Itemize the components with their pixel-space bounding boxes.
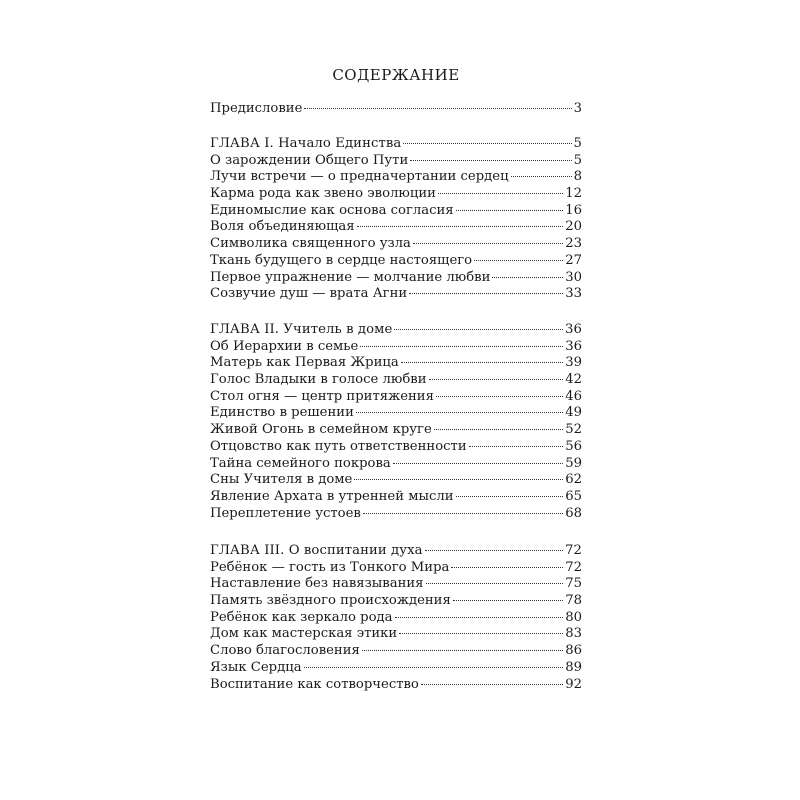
toc-entry-page: 42 xyxy=(565,372,582,388)
toc-entry-label: Единомыслие как основа согласия xyxy=(210,202,454,218)
toc-entry[interactable] xyxy=(210,660,582,677)
toc-entry-page: 68 xyxy=(565,505,582,521)
dot-leader xyxy=(511,176,572,177)
toc-entry-page: 62 xyxy=(565,472,582,488)
toc-entry[interactable] xyxy=(210,339,582,356)
toc-entry-page: 80 xyxy=(565,609,582,625)
dot-leader xyxy=(469,446,564,447)
dot-leader xyxy=(399,633,563,634)
toc-entry-page: 8 xyxy=(573,169,582,185)
toc-entry-page: 49 xyxy=(565,405,582,421)
toc-entry-label: Язык Сердца xyxy=(210,659,302,675)
dot-leader xyxy=(426,583,564,584)
toc-entry[interactable] xyxy=(210,236,582,253)
toc-entry[interactable] xyxy=(210,253,582,270)
chapter-heading-label: ГЛАВА I. Начало Единства xyxy=(210,136,402,151)
dot-leader xyxy=(393,463,563,464)
toc-entry[interactable] xyxy=(210,169,582,186)
toc-entry-page: 3 xyxy=(573,101,582,116)
toc-entry[interactable] xyxy=(210,677,582,694)
chapter-2-section xyxy=(210,322,582,522)
toc-entry-label: Ребёнок — гость из Тонкого Мира xyxy=(210,559,450,575)
toc-entry-page: 75 xyxy=(565,576,582,592)
toc-entry[interactable] xyxy=(210,355,582,372)
toc-entry-label: Воля объединяющая xyxy=(210,219,355,235)
toc-entry[interactable] xyxy=(210,593,582,610)
toc-entry[interactable] xyxy=(210,153,582,170)
dot-leader xyxy=(453,600,563,601)
toc-entry[interactable] xyxy=(210,439,582,456)
toc-entry-label: Ткань будущего в сердце настоящего xyxy=(210,252,473,268)
toc-entry-page: 5 xyxy=(573,152,582,168)
toc-entry-label: Отцовство как путь ответственности xyxy=(210,438,467,454)
chapter-heading-label: ГЛАВА III. О воспитании духа xyxy=(210,543,423,558)
toc-entry[interactable] xyxy=(210,203,582,220)
toc-entry[interactable] xyxy=(210,472,582,489)
toc-entry[interactable] xyxy=(210,286,582,303)
toc-entry-label: Живой Огонь в семейном круге xyxy=(210,422,432,438)
toc-entry-label: Голос Владыки в голосе любви xyxy=(210,372,427,388)
toc-entry-label: Единство в решении xyxy=(210,405,354,421)
toc-entry-label: Об Иерархии в семье xyxy=(210,338,359,354)
toc-entry-label: Слово благословения xyxy=(210,643,360,659)
chapter-1-heading[interactable] xyxy=(210,136,582,153)
dot-leader xyxy=(363,513,563,514)
dot-leader xyxy=(304,667,564,668)
toc-entry-label: Карма рода как звено эволюции xyxy=(210,186,436,202)
toc-entry-label: Созвучие душ — врата Агни xyxy=(210,286,408,302)
toc-entry-label: Память звёздного происхождения xyxy=(210,593,451,609)
chapter-heading-page: 72 xyxy=(565,543,582,558)
toc-entry-page: 16 xyxy=(565,202,582,218)
dot-leader xyxy=(456,496,564,497)
dot-leader xyxy=(438,193,563,194)
toc-entry-label: Лучи встречи — о предначертании сердец xyxy=(210,169,509,185)
chapter-3-section xyxy=(210,543,582,693)
dot-leader xyxy=(492,277,563,278)
toc-entry-page: 36 xyxy=(565,338,582,354)
page-title: СОДЕРЖАНИЕ xyxy=(332,66,460,84)
dot-leader xyxy=(360,346,563,347)
toc-entry[interactable] xyxy=(210,643,582,660)
chapter-heading-page: 5 xyxy=(573,136,582,151)
toc-entry-label: Переплетение устоев xyxy=(210,505,361,521)
toc-entry[interactable] xyxy=(210,389,582,406)
dot-leader xyxy=(394,329,563,330)
dot-leader xyxy=(413,243,563,244)
toc-entry-page: 65 xyxy=(565,488,582,504)
toc-entry[interactable] xyxy=(210,422,582,439)
toc-entry-page: 86 xyxy=(565,643,582,659)
toc-entry-page: 59 xyxy=(565,455,582,471)
chapter-2-heading[interactable] xyxy=(210,322,582,339)
toc-entry-page: 20 xyxy=(565,219,582,235)
toc-entry-page: 46 xyxy=(565,388,582,404)
toc-entry-page: 12 xyxy=(565,186,582,202)
toc-entry[interactable] xyxy=(210,610,582,627)
preface-section xyxy=(210,101,582,118)
dot-leader xyxy=(395,617,564,618)
dot-leader xyxy=(357,226,564,227)
toc-entry-label: Тайна семейного покрова xyxy=(210,455,391,471)
toc-entry[interactable] xyxy=(210,506,582,523)
chapter-heading-label: ГЛАВА II. Учитель в доме xyxy=(210,322,393,337)
toc-entry-page: 23 xyxy=(565,236,582,252)
toc-entry[interactable] xyxy=(210,372,582,389)
dot-leader xyxy=(429,379,564,380)
dot-leader xyxy=(451,567,563,568)
toc-entry[interactable] xyxy=(210,219,582,236)
toc-entry-page: 39 xyxy=(565,355,582,371)
dot-leader xyxy=(436,396,563,397)
dot-leader xyxy=(474,260,563,261)
toc-entry-page: 52 xyxy=(565,422,582,438)
toc-entry-page: 33 xyxy=(565,286,582,302)
toc-entry-label: Символика священного узла xyxy=(210,236,411,252)
toc-entry-label: Воспитание как сотворчество xyxy=(210,676,419,692)
toc-entry-label: Стол огня — центр притяжения xyxy=(210,388,434,404)
toc-entry-page: 89 xyxy=(565,659,582,675)
dot-leader xyxy=(401,362,563,363)
toc-entry[interactable] xyxy=(210,626,582,643)
toc-entry-label: Ребёнок как зеркало рода xyxy=(210,609,393,625)
toc-entry[interactable] xyxy=(210,456,582,473)
chapter-1-section xyxy=(210,136,582,303)
toc-entry-page: 27 xyxy=(565,252,582,268)
chapter-3-heading[interactable] xyxy=(210,543,582,560)
toc-entry[interactable] xyxy=(210,576,582,593)
dot-leader xyxy=(421,684,563,685)
toc-entry-label: Наставление без навязывания xyxy=(210,576,424,592)
toc-entry[interactable] xyxy=(210,489,582,506)
dot-leader xyxy=(409,293,563,294)
toc-entry-page: 78 xyxy=(565,593,582,609)
chapter-heading-page: 36 xyxy=(565,322,582,337)
toc-entry-preface[interactable] xyxy=(210,101,582,118)
toc-entry[interactable] xyxy=(210,405,582,422)
dot-leader xyxy=(425,550,563,551)
dot-leader xyxy=(304,108,571,109)
toc-entry[interactable] xyxy=(210,186,582,203)
toc-entry-page: 92 xyxy=(565,676,582,692)
toc-entry-label: Дом как мастерская этики xyxy=(210,626,398,642)
dot-leader xyxy=(356,412,563,413)
dot-leader xyxy=(354,479,563,480)
toc-entry-page: 30 xyxy=(565,269,582,285)
toc-entry-label: Сны Учителя в доме xyxy=(210,472,353,488)
toc-entry[interactable] xyxy=(210,560,582,577)
toc-entry-label: Первое упражнение — молчание любви xyxy=(210,269,491,285)
toc-entry-label: О зарождении Общего Пути xyxy=(210,152,409,168)
toc-entry-label: Явление Архата в утренней мысли xyxy=(210,488,454,504)
toc-entry-page: 56 xyxy=(565,438,582,454)
toc-entry-page: 83 xyxy=(565,626,582,642)
toc-entry[interactable] xyxy=(210,270,582,287)
dot-leader xyxy=(403,143,571,144)
dot-leader xyxy=(456,210,564,211)
dot-leader xyxy=(434,429,563,430)
dot-leader xyxy=(362,650,563,651)
toc-entry-label: Предисловие xyxy=(210,101,303,116)
toc-entry-page: 72 xyxy=(565,559,582,575)
book-page xyxy=(210,0,582,800)
dot-leader xyxy=(410,160,571,161)
toc-entry-label: Матерь как Первая Жрица xyxy=(210,355,399,371)
